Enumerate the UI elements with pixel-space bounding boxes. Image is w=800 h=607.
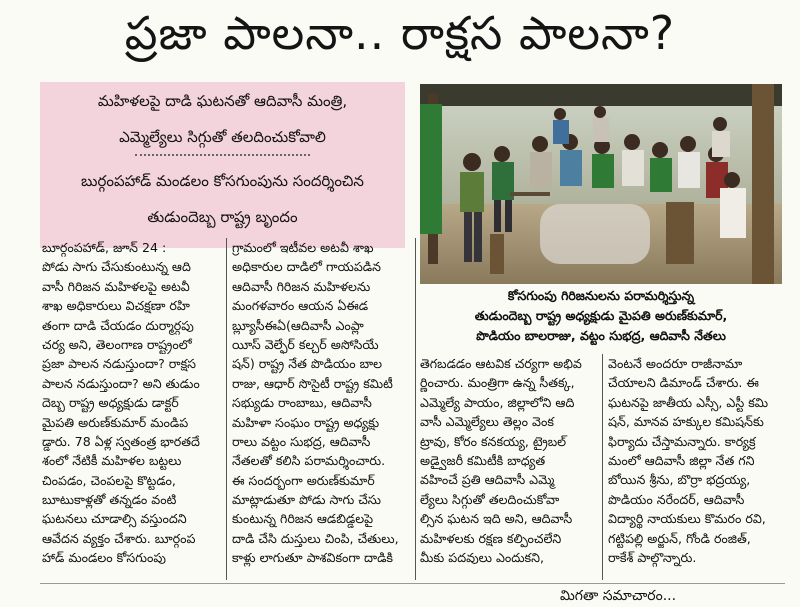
bottom-rule [40,583,785,584]
article-line: రాలు వట్టం సుభద్ర, ఆదివాసీ [232,433,371,449]
article-line: ఈ సందర్భంగా అరుణ్‌కుమార్ [232,472,375,488]
article-line: కుంటున్న గిరిజన ఆడబిడ్డలపై [232,511,374,527]
deck-line-1: మహిళలపై దాడి ఘటనతో ఆదివాసీ మంత్రి, [97,92,348,110]
article-line: బూర్గంపహాడ్, జూన్ 24 : [42,240,167,255]
article-line: గ్రామంలో ఇటీవల అటవీ శాఖ [232,240,374,255]
article-line: బ్ల్యూసీఈఏ(ఆదివాసీ ఎంప్లా [232,317,364,333]
article-line: షన్) రాష్ట్ర నేత పొడియం బాల [232,356,383,372]
article-line: అడ్వైజరీ కమిటీకి బాధ్యత [420,452,546,468]
group-meeting-photo [420,84,782,284]
article-line: ఎమ్మెల్యే పాయం, జిల్లాలోని ఆది [420,394,575,410]
column-rule [415,238,416,580]
article-line: వాసీ గిరిజన మహిళలపై అటవీ [42,278,190,294]
article-line: ఫిర్యాదు చేస్తామన్నారు. కార్యక్ర [608,433,756,449]
article-line: అధికారుల దాడిలో గాయపడిన [232,259,381,275]
headline: ప్రజా పాలనా.. రాక్షస పాలనా? [124,6,676,60]
article-line: డ్డారు. 78 ఏళ్ల స్వతంత్ర భారతదే [42,433,200,449]
caption-line-1: కోసగుంపు గిరిజనులను పరామర్శిస్తున్న [507,288,695,303]
article-line: బోయిన శ్రీను, బొర్రా భద్రయ్య, [608,472,751,488]
article-line: యీస్ వెల్ఫేర్ కల్చర్ అసోసియే [232,336,379,352]
article-line: మీకు పదవులు ఎందుకని, [420,549,544,565]
article-line: రాజు, ఆధార్ సొసైటీ రాష్ట్ర కమిటీ [232,375,393,391]
photo-caption [420,288,782,348]
article-line: బూటుకాళ్లతో తన్నడం వంటి [42,492,177,508]
article-line: ఆదివాసీ గిరిజన మహిళలను [232,278,371,294]
article-line: మంగళవారం ఆయన ఏఈడ [232,298,369,314]
article-line: తెగబడడం ఆటవిక చర్యగా అభివ [420,356,582,371]
deck-line-3: బుర్గంపహాడ్ మండలం కోసగుంపును సందర్శించిన [81,172,364,190]
deck-line-4: తుడుందెబ్బ రాష్ట్ర బృందం [147,208,298,226]
column-rule [226,238,227,580]
article-line: తంగా దాడి చేయడం దుర్మార్గపు [42,317,194,333]
article-line: ట్రావు, కోరం కనకయ్య, ట్రైబల్ [420,433,567,449]
article-column-3 [420,354,598,567]
article-line: దాడి చేసి దుస్తులు చింపి, చేతులు, [232,530,399,546]
article-line: శంలో నేటికీ మహిళల బట్టలు [42,453,182,469]
article-line: ప్రజా పాలన నడుస్తుందా? రాక్షస [42,356,196,372]
news-photo [420,84,782,284]
article-line: మైపతి అరుణ్‌కుమార్ మండిప [42,414,189,430]
article-line: వాసీ ఎమ్మెల్యేలు తెల్లం వెంక [420,414,554,430]
article-line: ఆవేదన వ్యక్తం చేశారు. బూర్గంప [42,530,196,546]
caption-line-2: తుడుందెబ్బ రాష్ట్ర అధ్యక్షుడు మైపతి అరుణ్‌కుమార్, [474,308,728,323]
article-line: వహించే ప్రతి ఆదివాసీ ఎమ్మె [420,472,555,488]
article-line: షన్, మానవ హక్కుల కమిషన్‌కు [608,414,764,430]
article-line: చేయాలని డిమాండ్ చేశారు. ఈ [608,375,759,391]
article-column-1 [42,238,222,568]
article-line: కాళ్లు లాగుతూ పాశవికంగా దాడికి [232,550,393,566]
article-line: పొడియం నరేందర్, ఆదివాసీ [608,491,745,507]
article-line: ర్ణించారు. మంత్రిగా ఉన్న సీతక్క, [420,375,575,391]
article-line: మంలో ఆదివాసీ జిల్లా నేత గని [608,452,755,468]
article-line: మహిళా సంఘం రాష్ట్ర అధ్యక్షు [232,414,380,430]
article-line: వెంటనే అందరూ రాజీనామా [608,356,743,371]
article-line: మహిళలకు రక్షణ కల్పించలేని [420,530,562,546]
sub-headline-box [40,82,405,248]
article-line: గట్టిపల్లి అర్జున్, గోండి రంజిత్, [608,530,751,546]
article-line: ఘటనలు చూడాల్సి వస్తుందని [42,511,187,527]
deck-line-2: ఎమ్మెల్యేలు సిగ్గుతో తలదించుకోవాలి [119,128,326,146]
article-line: విద్యార్థి నాయకులు కొమరం రవి, [608,511,766,527]
article-line: నేతలతో కలిసి పరామర్శించారు. [232,453,386,469]
article-line: ల్సిన ఘటన ఇది అని, ఆదివాసీ [420,511,573,527]
continued-text-fragment: మిగతా సమాచారం... [560,588,677,604]
article-line: శాఖ అధికారులు విచక్షణా రహి [42,298,190,314]
article-line: సభ్యుడు రాంబాబు, ఆదివాసీ [232,395,372,411]
article-column-2 [232,238,412,568]
caption-line-3: పొడియం బాలరాజు, వట్టం సుభద్ర, ఆదివాసీ నేతలు [476,328,726,343]
article-line: రాకేశ్ పాల్గొన్నారు. [608,549,697,565]
article-line: చర్య అని, తెలంగాణ రాష్ట్రంలో [42,336,192,352]
article-line: హాడ్ మండలం కోసగుంపు [42,550,166,566]
article-line: మాట్లాడుతూ పోడు సాగు చేసు [232,492,381,508]
article-column-4 [608,354,788,567]
column-rule [602,354,603,580]
article-line: చింపడం, చెంపలపై కొట్టడం, [42,472,176,488]
article-line: ఘటనపై జాతీయ ఎస్సీ, ఎస్టీ కమి [608,394,769,410]
article-line: పాలన నడుస్తుందా? అని తుడుం [42,375,200,391]
article-line: ల్యేలు సిగ్గుతో తలదించుకోవా [420,491,560,507]
deck-divider [135,154,310,156]
article-line: దెబ్బ రాష్ట్ర అధ్యక్షుడు డాక్టర్ [42,395,179,411]
article-line: పోడు సాగు చేసుకుంటున్న ఆది [42,259,191,275]
